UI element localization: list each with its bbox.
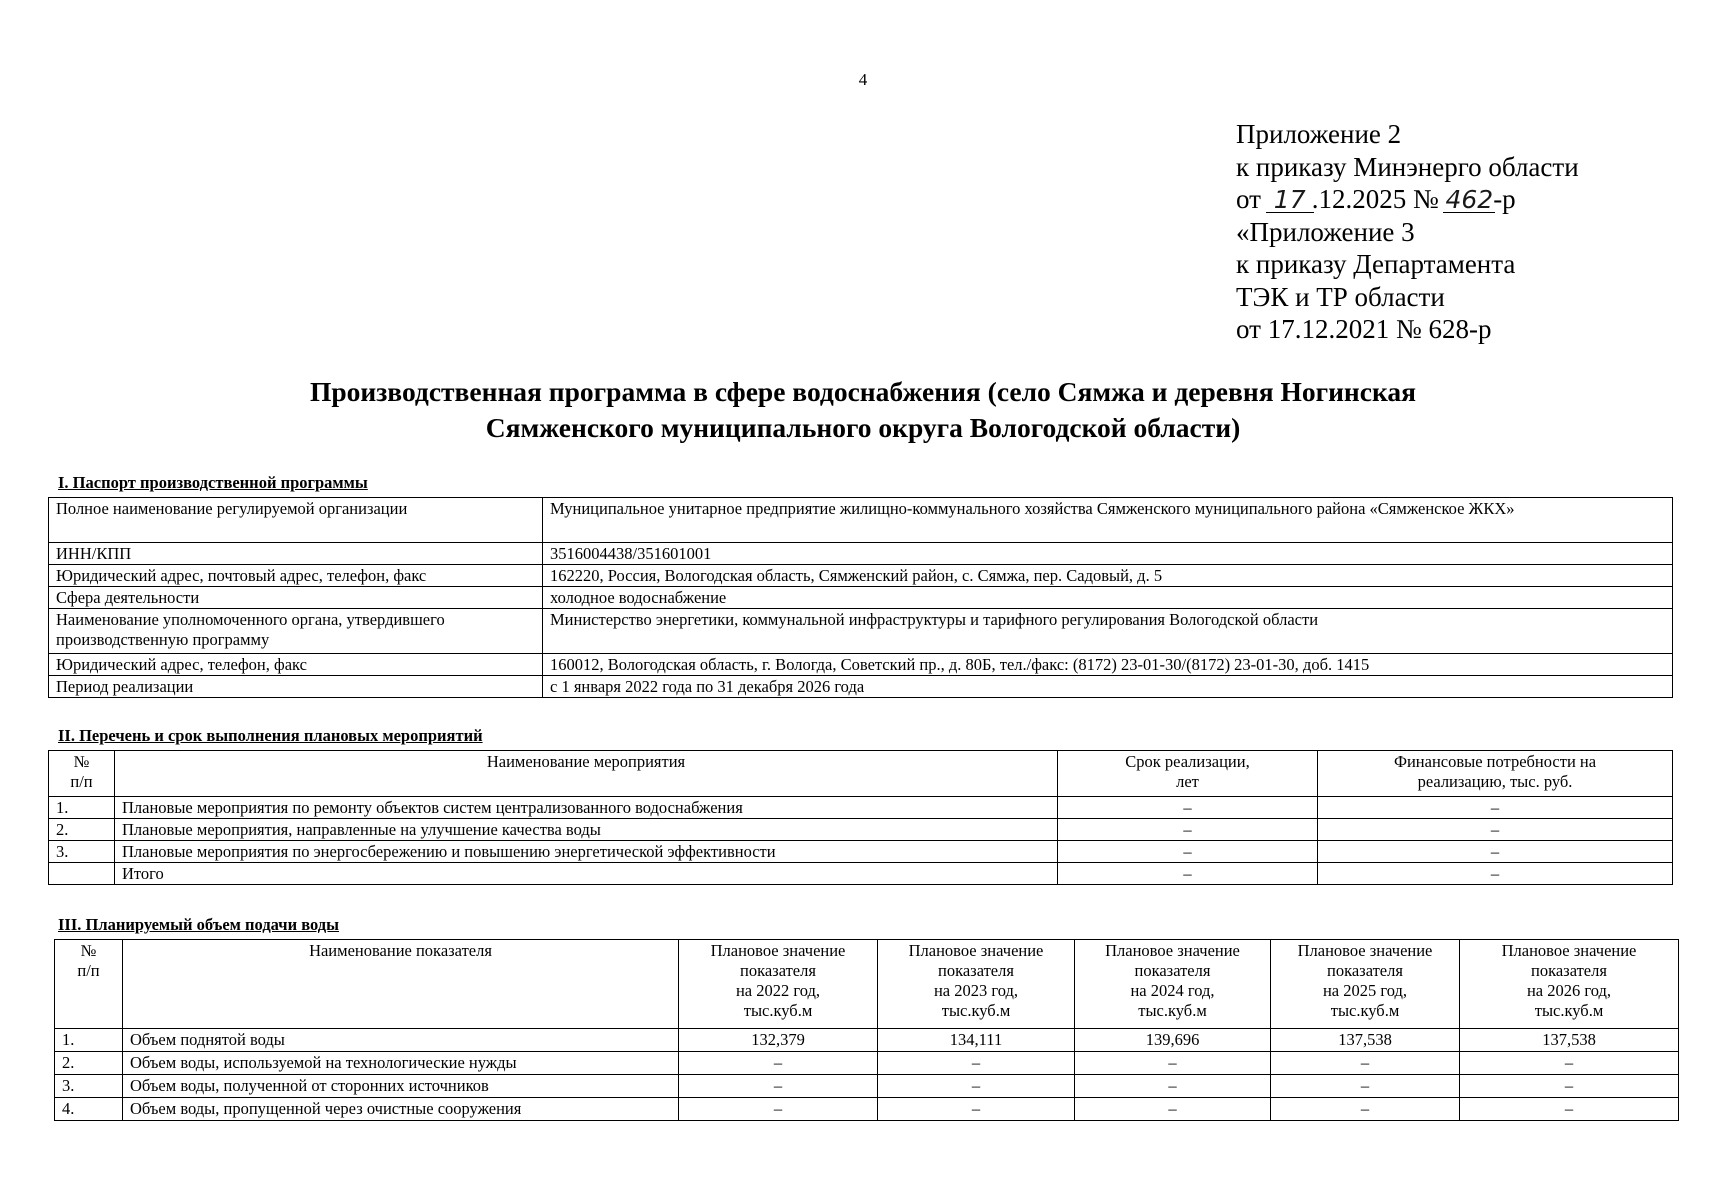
volume-num: 4. <box>55 1098 123 1121</box>
passport-row <box>49 609 1673 654</box>
appendix-date-prefix: от <box>1236 184 1261 214</box>
volume-row <box>55 1029 1679 1052</box>
passport-value: 162220, Россия, Вологодская область, Сямженский район, с. Сямжа, пер. Садовый, д. 5 <box>543 565 1673 587</box>
volume-value-2022: 132,379 <box>679 1029 878 1052</box>
document-title-line-1: Производственная программа в сфере водоснабжения (село Сямжа и деревня Ногинская <box>309 376 1417 407</box>
volume-header-2026: Плановое значение показателя на 2026 год, тыс.куб.м <box>1460 940 1679 1029</box>
measure-finance: – <box>1318 819 1673 841</box>
passport-label: Период реализации <box>49 676 543 698</box>
passport-row <box>49 565 1673 587</box>
document-title <box>0 374 1726 446</box>
passport-row <box>49 498 1673 543</box>
passport-label: Полное наименование регулируемой организации <box>49 498 543 543</box>
volume-num: 2. <box>55 1052 123 1075</box>
volume-header-name: Наименование показателя <box>123 940 679 1029</box>
measures-header-finance: Финансовые потребности на реализацию, тыс. руб. <box>1318 751 1673 797</box>
volume-value-2023: 134,111 <box>878 1029 1075 1052</box>
measures-row <box>49 797 1673 819</box>
measure-term: – <box>1058 797 1318 819</box>
volume-value-2024: – <box>1075 1075 1271 1098</box>
volume-value-2025: 137,538 <box>1271 1029 1460 1052</box>
measure-num: 3. <box>49 841 115 863</box>
measure-finance: – <box>1318 863 1673 885</box>
section2-heading: II. Перечень и срок выполнения плановых мероприятий <box>58 726 483 745</box>
volume-value-2022: – <box>679 1052 878 1075</box>
measure-name: Плановые мероприятия по энергосбережению и повышению энергетической эффективности <box>115 841 1058 863</box>
appendix-line-3 <box>1236 183 1579 216</box>
measure-num <box>49 863 115 885</box>
volume-value-2022: – <box>679 1098 878 1121</box>
passport-value: Министерство энергетики, коммунальной инфраструктуры и тарифного регулирования Вологодской области <box>543 609 1673 654</box>
volume-header-2023: Плановое значение показателя на 2023 год, тыс.куб.м <box>878 940 1075 1029</box>
volume-name: Объем воды, полученной от сторонних источников <box>123 1075 679 1098</box>
volume-header-2025: Плановое значение показателя на 2025 год, тыс.куб.м <box>1271 940 1460 1029</box>
passport-value: 3516004438/351601001 <box>543 543 1673 565</box>
passport-label: Наименование уполномоченного органа, утвердившего производственную программу <box>49 609 543 654</box>
appendix-line-4: «Приложение 3 <box>1236 216 1415 247</box>
volume-value-2026: – <box>1460 1052 1679 1075</box>
measures-row <box>49 841 1673 863</box>
passport-table-body <box>49 498 1673 698</box>
volume-value-2026: 137,538 <box>1460 1029 1679 1052</box>
appendix-date-mid: .12.2025 № <box>1311 184 1439 214</box>
volume-name: Объем воды, пропущенной через очистные сооружения <box>123 1098 679 1121</box>
appendix-block <box>1236 118 1579 346</box>
volume-value-2026: – <box>1460 1075 1679 1098</box>
measure-name: Плановые мероприятия, направленные на улучшение качества воды <box>115 819 1058 841</box>
document-title-line-2: Сямженского муниципального округа Вологодской области) <box>485 412 1241 443</box>
volume-value-2026: – <box>1460 1098 1679 1121</box>
measure-num: 1. <box>49 797 115 819</box>
appendix-line-1: Приложение 2 <box>1236 119 1402 149</box>
volume-value-2023: – <box>878 1098 1075 1121</box>
appendix-line-2: к приказу Минэнерго области <box>1236 151 1579 182</box>
handwritten-day: 17 <box>1268 190 1312 210</box>
passport-value: 160012, Вологодская область, г. Вологда, Советский пр., д. 80Б, тел./факс: (8172) 23-01-30/(8172) 23-01-30, доб. 1415 <box>543 654 1673 676</box>
passport-row <box>49 676 1673 698</box>
measures-table-body <box>49 797 1673 885</box>
section3-heading: III. Планируемый объем подачи воды <box>58 915 339 934</box>
volume-value-2023: – <box>878 1052 1075 1075</box>
handwritten-order-number: 462 <box>1445 185 1494 214</box>
measures-row <box>49 819 1673 841</box>
passport-value: холодное водоснабжение <box>543 587 1673 609</box>
volume-name: Объем поднятой воды <box>123 1029 679 1052</box>
measure-term: – <box>1058 819 1318 841</box>
volume-header-row <box>55 940 1679 1029</box>
volume-row <box>55 1052 1679 1075</box>
volume-value-2025: – <box>1271 1075 1460 1098</box>
passport-label: ИНН/КПП <box>49 543 543 565</box>
passport-label: Сфера деятельности <box>49 587 543 609</box>
volume-num: 3. <box>55 1075 123 1098</box>
passport-label: Юридический адрес, телефон, факс <box>49 654 543 676</box>
measures-table <box>48 750 1673 885</box>
volume-name: Объем воды, используемой на технологические нужды <box>123 1052 679 1075</box>
appendix-line-5: к приказу Департамента <box>1236 249 1516 279</box>
volume-row <box>55 1075 1679 1098</box>
measures-row <box>49 863 1673 885</box>
page-number: 4 <box>858 70 868 89</box>
volume-header-num: № п/п <box>55 940 123 1029</box>
passport-row <box>49 587 1673 609</box>
measure-name: Плановые мероприятия по ремонту объектов систем централизованного водоснабжения <box>115 797 1058 819</box>
volume-value-2023: – <box>878 1075 1075 1098</box>
passport-value: Муниципальное унитарное предприятие жилищно-коммунального хозяйства Сямженского муниципального района «Сямженское ЖКХ» <box>543 498 1673 543</box>
volume-value-2024: 139,696 <box>1075 1029 1271 1052</box>
volume-value-2024: – <box>1075 1052 1271 1075</box>
measures-header-name: Наименование мероприятия <box>115 751 1058 797</box>
measure-term: – <box>1058 841 1318 863</box>
volume-num: 1. <box>55 1029 123 1052</box>
volume-value-2024: – <box>1075 1098 1271 1121</box>
passport-row <box>49 654 1673 676</box>
measures-header-term: Срок реализации, лет <box>1058 751 1318 797</box>
volume-value-2025: – <box>1271 1098 1460 1121</box>
measure-term: – <box>1058 863 1318 885</box>
measure-finance: – <box>1318 841 1673 863</box>
measures-header-num: № п/п <box>49 751 115 797</box>
appendix-date-suffix: -р <box>1493 184 1516 214</box>
passport-row <box>49 543 1673 565</box>
water-volume-table <box>54 939 1679 1121</box>
measure-name: Итого <box>115 863 1058 885</box>
volume-row <box>55 1098 1679 1121</box>
measure-finance: – <box>1318 797 1673 819</box>
passport-label: Юридический адрес, почтовый адрес, телефон, факс <box>49 565 543 587</box>
measure-num: 2. <box>49 819 115 841</box>
volume-header-2024: Плановое значение показателя на 2024 год, тыс.куб.м <box>1075 940 1271 1029</box>
volume-value-2022: – <box>679 1075 878 1098</box>
volume-value-2025: – <box>1271 1052 1460 1075</box>
section1-heading: I. Паспорт производственной программы <box>58 473 368 492</box>
passport-table <box>48 497 1673 698</box>
measures-header-row <box>49 751 1673 797</box>
appendix-line-7: от 17.12.2021 № 628-р <box>1236 314 1492 344</box>
passport-value: с 1 января 2022 года по 31 декабря 2026 года <box>543 676 1673 698</box>
water-volume-table-body <box>55 1029 1679 1121</box>
volume-header-2022: Плановое значение показателя на 2022 год, тыс.куб.м <box>679 940 878 1029</box>
appendix-line-6: ТЭК и ТР области <box>1236 281 1445 312</box>
